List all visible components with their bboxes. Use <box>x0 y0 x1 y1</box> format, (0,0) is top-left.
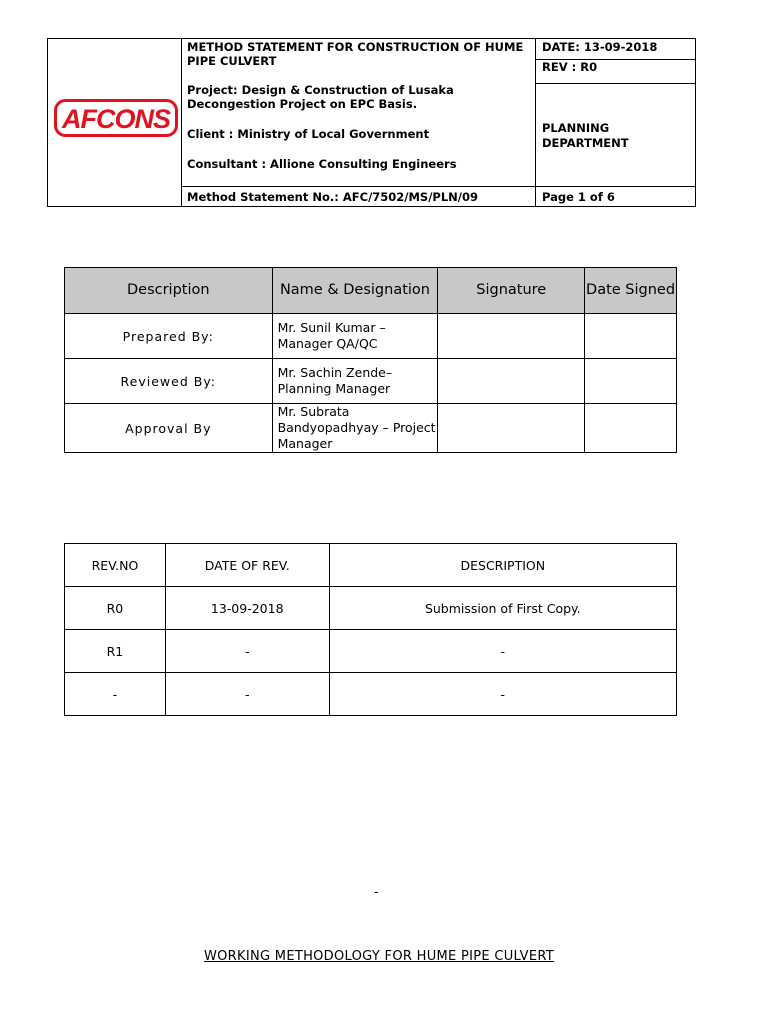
document-date: DATE: 13-09-2018 <box>542 40 658 54</box>
signature-role: Prepared By: <box>65 314 273 359</box>
signature-row <box>65 359 677 404</box>
consultant-line: Consultant : Allione Consulting Engineers <box>187 157 457 171</box>
document-title: METHOD STATEMENT FOR CONSTRUCTION OF HUME PIPE CULVERT <box>187 40 524 68</box>
signature-row <box>65 314 677 359</box>
revision-date: 13-09-2018 <box>165 587 329 630</box>
department-line-1: PLANNING <box>542 121 610 135</box>
revision-label: REV : R0 <box>542 60 598 74</box>
method-statement-number: Method Statement No.: AFC/7502/MS/PLN/09 <box>187 190 478 204</box>
section-title: WORKING METHODOLOGY FOR HUME PIPE CULVERT <box>204 949 554 964</box>
svg-text:AFCONS: AFCONS <box>62 104 170 134</box>
column-header: Name & Designation <box>272 268 438 314</box>
revision-row <box>65 630 677 673</box>
revision-number: R0 <box>65 587 166 630</box>
separator-dash: - <box>374 885 379 900</box>
revision-table <box>64 543 677 716</box>
document-header <box>47 38 696 207</box>
signature-row <box>65 404 677 453</box>
date-signed-cell <box>585 404 677 453</box>
signatory-name: Mr. Sunil Kumar – Manager QA/QC <box>272 314 438 359</box>
signature-table <box>64 267 677 453</box>
signatory-name: Mr. Subrata Bandyopadhyay – Project Manager <box>272 404 438 453</box>
signature-cell <box>438 404 585 453</box>
signatory-name: Mr. Sachin Zende– Planning Manager <box>272 359 438 404</box>
revision-date: - <box>165 630 329 673</box>
revision-row <box>65 673 677 716</box>
column-header: Date Signed <box>585 268 677 314</box>
revision-description: - <box>329 673 676 716</box>
revision-description: Submission of First Copy. <box>329 587 676 630</box>
revision-number: R1 <box>65 630 166 673</box>
column-header: DATE OF REV. <box>165 544 329 587</box>
department-line-2: DEPARTMENT <box>542 136 629 150</box>
project-line: Project: Design & Construction of Lusaka Decongestion Project on EPC Basis. <box>187 83 454 111</box>
signature-cell <box>438 314 585 359</box>
afcons-logo <box>54 99 178 137</box>
revision-number: - <box>65 673 166 716</box>
client-line: Client : Ministry of Local Government <box>187 127 430 141</box>
signature-role: Approval By <box>65 404 273 453</box>
revision-date: - <box>165 673 329 716</box>
revision-description: - <box>329 630 676 673</box>
signature-header-row <box>65 268 677 314</box>
revision-header-row <box>65 544 677 587</box>
signature-role: Reviewed By: <box>65 359 273 404</box>
column-header: Description <box>65 268 273 314</box>
date-signed-cell <box>585 359 677 404</box>
revision-row <box>65 587 677 630</box>
column-header: DESCRIPTION <box>329 544 676 587</box>
column-header: REV.NO <box>65 544 166 587</box>
signature-cell <box>438 359 585 404</box>
column-header: Signature <box>438 268 585 314</box>
date-signed-cell <box>585 314 677 359</box>
page-number: Page 1 of 6 <box>542 190 615 204</box>
